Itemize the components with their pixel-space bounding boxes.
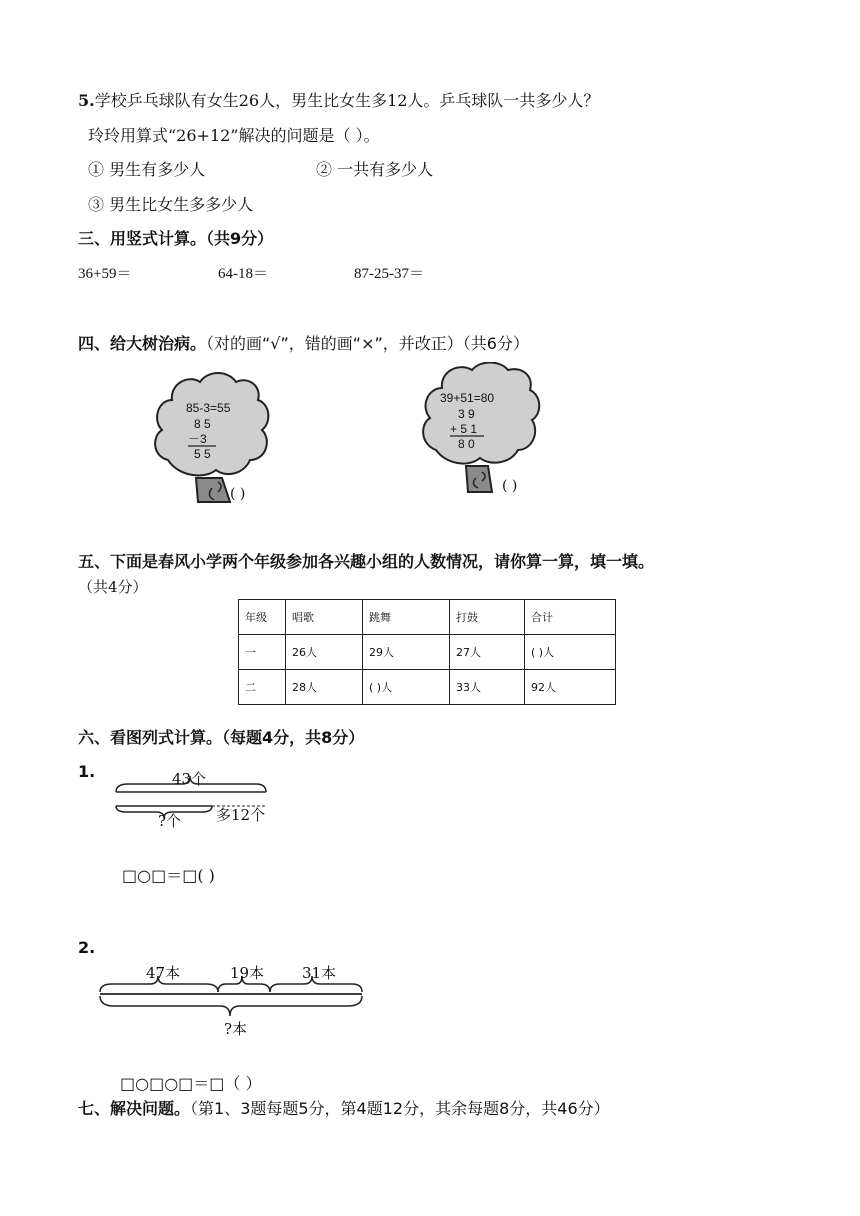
tree-2-result: 8 0 <box>458 437 475 451</box>
tree-1-top: 8 5 <box>194 417 211 431</box>
problem-2-formula[interactable]: □○□○□＝□（ ） <box>120 1074 262 1093</box>
problem-2-seg3-label: 31本 <box>302 964 337 982</box>
q5-number: 5. <box>78 91 95 110</box>
section-5-title: 五、下面是春风小学两个年级参加各兴趣小组的人数情况，请你算一算，填一填。 <box>78 552 655 571</box>
problem-2-seg2-label: 19本 <box>230 964 265 982</box>
interest-group-table <box>238 599 616 705</box>
tree-trunk <box>196 478 230 502</box>
section-7-title <box>78 1096 610 1119</box>
tree-trunk <box>466 466 492 492</box>
table-header-cell: 打鼓 <box>450 600 525 635</box>
table-cell: 27人 <box>450 635 525 670</box>
q5-option-3: ③ 男生比女生多多少人 <box>88 195 254 214</box>
tree-2-answer-paren[interactable]: ( ) <box>502 478 518 494</box>
problem-1-formula[interactable]: □○□＝□( ) <box>122 866 215 885</box>
section-7-heading: 七、解决问题。 <box>78 1099 191 1118</box>
table-cell: 26人 <box>286 635 363 670</box>
calc-expr-2: 64-18＝ <box>218 266 268 282</box>
tree-1-equation: 85-3=55 <box>186 401 231 415</box>
tree-crown <box>423 363 539 464</box>
table-header-cell: 合计 <box>525 600 616 635</box>
table-cell-blank[interactable]: ( )人 <box>363 670 450 705</box>
problem-1-unknown-label: ?个 <box>158 812 182 830</box>
q5-option-1: ① 男生有多少人 <box>88 160 206 179</box>
tree-1-drawing <box>148 370 288 510</box>
table-cell: 92人 <box>525 670 616 705</box>
problem-2-seg1-label: 47本 <box>146 964 181 982</box>
calc-expr-1: 36+59＝ <box>78 266 132 282</box>
tree-crown <box>155 373 268 475</box>
table-header-cell: 唱歌 <box>286 600 363 635</box>
section-6-title: 六、看图列式计算。（每题4分，共8分） <box>78 728 365 747</box>
table-cell: 33人 <box>450 670 525 705</box>
section-5-points: （共4分） <box>78 578 148 596</box>
section-4-note: （对的画“√”，错的画“×”，并改正）（共6分） <box>206 334 529 353</box>
tree-2-equation: 39+51=80 <box>440 391 495 405</box>
tree-2-drawing <box>418 362 558 502</box>
table-cell: 一 <box>239 635 286 670</box>
table-row <box>239 670 616 705</box>
table-cell: 29人 <box>363 635 450 670</box>
section-3-title: 三、用竖式计算。（共9分） <box>78 229 274 248</box>
problem-1-number: 1. <box>78 762 96 781</box>
problem-1-more-label: 多12个 <box>216 806 266 824</box>
section-4-title <box>78 331 529 354</box>
tree-2-add: + 5 1 <box>450 422 478 436</box>
problem-2-number: 2. <box>78 938 96 957</box>
table-header-row <box>239 600 616 635</box>
table-header-cell: 年级 <box>239 600 286 635</box>
table-cell: 28人 <box>286 670 363 705</box>
section-7-note: （第1、3题每题5分，第4题12分，其余每题8分，共46分） <box>190 1099 610 1118</box>
table-row <box>239 635 616 670</box>
calc-expr-3: 87-25-37＝ <box>354 266 424 282</box>
tree-1-sub: －3 <box>188 432 207 446</box>
table-header-cell: 跳舞 <box>363 600 450 635</box>
section-4-heading: 四、给大树治病。 <box>78 334 207 353</box>
table-cell: 二 <box>239 670 286 705</box>
tree-1-answer-paren[interactable]: ( ) <box>230 486 246 502</box>
tree-1-result: 5 5 <box>194 447 211 461</box>
tree-2-top: 3 9 <box>458 407 475 421</box>
problem-2-total-label: ?本 <box>224 1020 248 1038</box>
tree-1 <box>148 370 288 510</box>
problem-1-total-label: 43个 <box>172 770 207 788</box>
q5-line1 <box>78 88 599 111</box>
tree-2 <box>418 362 558 502</box>
q5-option-2: ② 一共有多少人 <box>316 160 434 179</box>
q5-line2: 玲玲用算式“26+12”解决的问题是（ ）。 <box>88 126 380 145</box>
q5-stem: 学校乒乓球队有女生26人，男生比女生多12人。乒乓球队一共多少人？ <box>94 91 600 110</box>
table-cell-blank[interactable]: ( )人 <box>525 635 616 670</box>
